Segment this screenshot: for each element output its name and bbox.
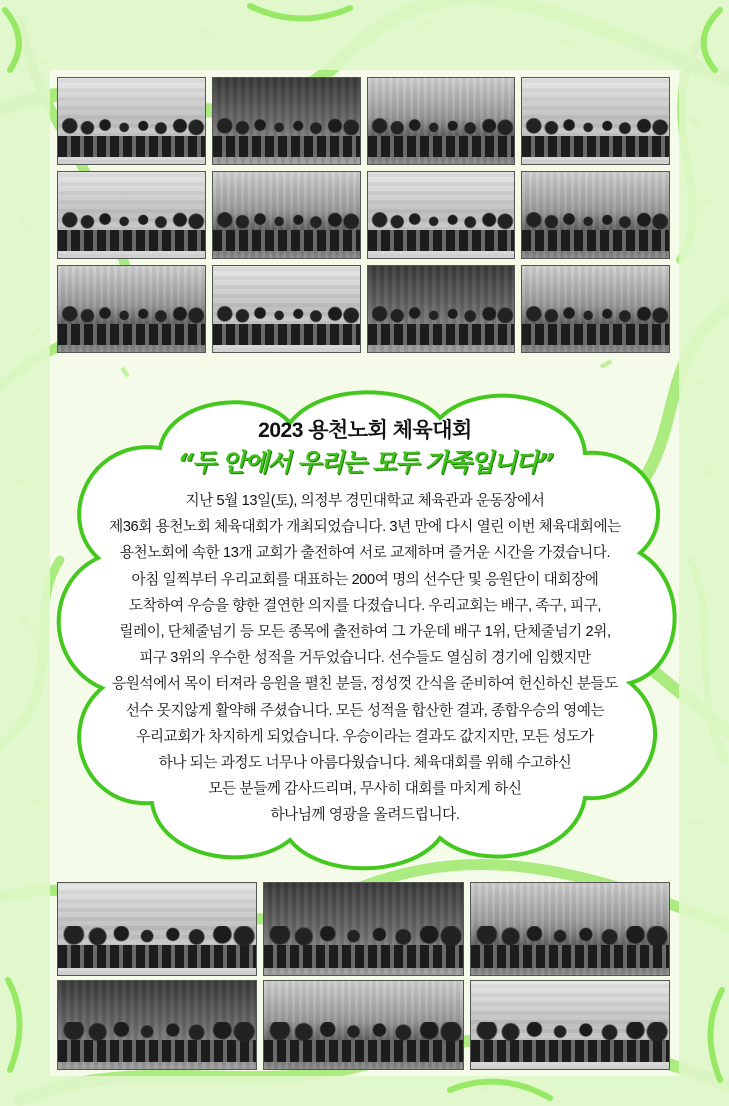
body-line: 우리교회가 차지하게 되었습니다. 우승이라는 결과도 값지지만, 모든 성도가 [136,728,594,745]
body-line: 하나 되는 과정도 너무나 아름다웠습니다. 체육대회를 위해 수고하신 [158,755,572,772]
event-photo-3 [367,77,516,165]
body-line: 용천노회에 속한 13개 교회가 출전하여 서로 교제하며 즐거운 시간을 가졌습니다. [119,545,611,562]
event-photo-7 [367,171,516,259]
event-photo-5 [57,171,206,259]
event-photo-13 [57,882,257,976]
body-line: 응원석에서 목이 터져라 응원을 펼친 분들, 정성껏 간식을 준비하여 헌신하신 분들도 [112,676,618,693]
event-photo-9 [57,265,206,353]
body-line: 제36회 용천노회 체육대회가 개최되었습니다. 3년 만에 다시 열린 이번 체육대회에는 [109,519,621,536]
event-photo-18 [470,980,670,1070]
event-photo-16 [57,980,257,1070]
event-photo-2 [212,77,361,165]
event-photo-4 [521,77,670,165]
bottom-photo-collage-row-1 [57,882,670,976]
event-photo-11 [367,265,516,353]
body-line: 아침 일찍부터 우리교회를 대표하는 200여 명의 선수단 및 응원단이 대회장에 [131,571,599,588]
article-title: 2023 용천노회 체육대회 [258,419,472,442]
body-line: 피구 3위의 우수한 성적을 거두었습니다. 선수들도 열심히 경기에 임했지만 [139,650,591,667]
event-photo-17 [263,980,463,1070]
article-body [60,488,670,829]
event-photo-12 [521,265,670,353]
article [60,418,670,829]
body-line: 지난 5월 13일(토), 의정부 경민대학교 체육관과 운동장에서 [185,493,545,509]
event-photo-1 [57,77,206,165]
bottom-photo-collage-row-2 [57,980,670,1070]
top-photo-collage [57,77,670,353]
body-line: 모든 분들께 감사드리며, 무사히 대회를 마치게 하신 [208,781,522,798]
body-line: 릴레이, 단체줄넘기 등 모든 종목에 출전하여 그 가운데 배구 1위, 단체줄넘기 2위, [119,624,611,641]
event-photo-8 [521,171,670,259]
body-line: 선수 못지않게 활약해 주셨습니다. 모든 성적을 합산한 결과, 종합우승의 영예는 [125,702,605,719]
body-line: 도착하여 우승을 향한 결연한 의지를 다졌습니다. 우리교회는 배구, 족구, 피구, [128,597,602,614]
event-photo-15 [470,882,670,976]
event-photo-14 [263,882,463,976]
event-photo-6 [212,171,361,259]
article-headline: “두 안에서 우리는 모두 가족입니다” [177,448,553,477]
body-line: 하나님께 영광을 올려드립니다. [270,807,460,824]
event-photo-10 [212,265,361,353]
